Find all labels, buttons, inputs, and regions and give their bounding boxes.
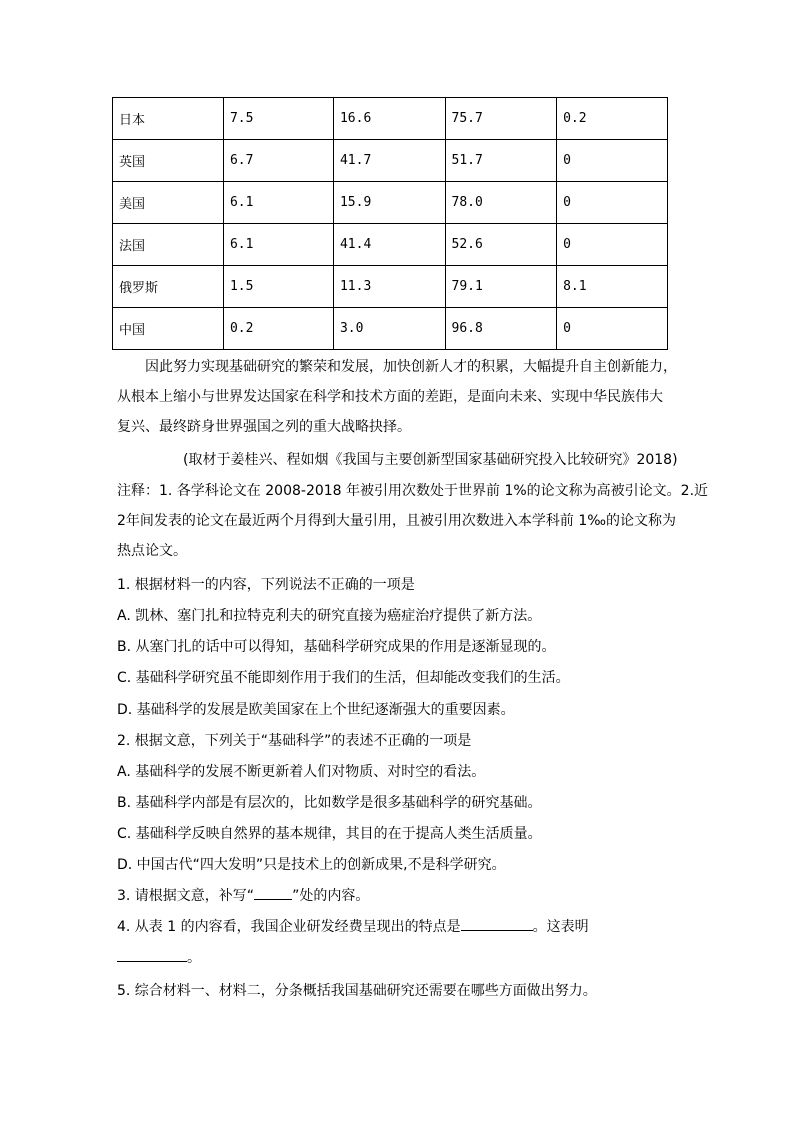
value-cell: 0.2 <box>557 98 668 140</box>
value-cell: 0.2 <box>223 308 333 350</box>
value-cell: 79.1 <box>445 266 557 308</box>
value-cell: 15.9 <box>333 182 445 224</box>
value-cell: 1.5 <box>223 266 333 308</box>
country-cell: 中国 <box>113 308 224 350</box>
question-3-text-end: ”处的内容。 <box>292 888 370 904</box>
option-2a: A. 基础科学的发展不断更新着人们对物质、对时空的看法。 <box>117 764 486 780</box>
note-line: 注释：1. 各学科论文在 2008-2018 年被引用次数处于世界前 1%的论文称为高被引论文。2.近 <box>117 483 709 499</box>
value-cell: 3.0 <box>333 308 445 350</box>
value-cell: 0 <box>557 140 668 182</box>
table-row <box>113 98 668 140</box>
value-cell: 8.1 <box>557 266 668 308</box>
value-cell: 0 <box>557 182 668 224</box>
country-cell: 美国 <box>113 182 224 224</box>
value-cell: 78.0 <box>445 182 557 224</box>
question-4-text-end: 。 <box>187 950 201 966</box>
paragraph-line: 复兴、最终跻身世界强国之列的重大战略抉择。 <box>117 419 411 435</box>
country-cell: 英国 <box>113 140 224 182</box>
country-cell: 法国 <box>113 224 224 266</box>
citation: (取材于姜桂兴、程如烟《我国与主要创新型国家基础研究投入比较研究》2018) <box>183 452 678 468</box>
value-cell: 6.1 <box>223 182 333 224</box>
table-row <box>113 224 668 266</box>
option-1b: B. 从塞门扎的话中可以得知，基础科学研究成果的作用是逐渐显现的。 <box>117 639 556 655</box>
value-cell: 7.5 <box>223 98 333 140</box>
question-5: 5. 综合材料一、材料二，分条概括我国基础研究还需要在哪些方面做出努力。 <box>117 983 597 999</box>
value-cell: 52.6 <box>445 224 557 266</box>
table-row <box>113 140 668 182</box>
option-1d: D. 基础科学的发展是欧美国家在上个世纪逐渐强大的重要因素。 <box>117 702 515 718</box>
question-4-cont <box>117 949 201 967</box>
option-2d: D. 中国古代“四大发明”只是技术上的创新成果,不是科学研究。 <box>117 857 506 873</box>
option-2c: C. 基础科学反映自然界的基本规律，其目的在于提高人类生活质量。 <box>117 826 542 842</box>
note-line: 热点论文。 <box>117 543 187 559</box>
question-4 <box>117 918 589 936</box>
question-2: 2. 根据文意，下列关于“基础科学”的表述不正确的一项是 <box>117 733 472 749</box>
option-1c: C. 基础科学研究虽不能即刻作用于我们的生活，但却能改变我们的生活。 <box>117 670 570 686</box>
question-4-text: 4. 从表 1 的内容看，我国企业研发经费呈现出的特点是 <box>117 919 461 935</box>
answer-blank <box>254 887 292 900</box>
option-2b: B. 基础科学内部是有层次的，比如数学是很多基础科学的研究基础。 <box>117 795 542 811</box>
value-cell: 41.4 <box>333 224 445 266</box>
answer-blank <box>117 949 187 962</box>
value-cell: 16.6 <box>333 98 445 140</box>
table-row <box>113 266 668 308</box>
value-cell: 6.1 <box>223 224 333 266</box>
question-4-text-mid: 。这表明 <box>532 919 589 935</box>
answer-blank <box>461 918 533 931</box>
question-3 <box>117 887 369 905</box>
paragraph-line: 因此努力实现基础研究的繁荣和发展，加快创新人才的积累，大幅提升自主创新能力， <box>145 359 677 375</box>
note-line: 2年间发表的论文在最近两个月得到大量引用，且被引用次数进入本学科前 1‰的论文称为 <box>117 513 677 529</box>
table-row <box>113 182 668 224</box>
value-cell: 11.3 <box>333 266 445 308</box>
country-cell: 俄罗斯 <box>113 266 224 308</box>
paragraph-line: 从根本上缩小与世界发达国家在科学和技术方面的差距，是面向未来、实现中华民族伟大 <box>117 389 663 405</box>
value-cell: 96.8 <box>445 308 557 350</box>
question-3-text: 3. 请根据文意，补写“ <box>117 888 255 904</box>
country-cell: 日本 <box>113 98 224 140</box>
option-1a: A. 凯林、塞门扎和拉特克利夫的研究直接为癌症治疗提供了新方法。 <box>117 608 542 624</box>
data-table <box>112 97 668 350</box>
question-1: 1. 根据材料一的内容，下列说法不正确的一项是 <box>117 577 415 593</box>
value-cell: 41.7 <box>333 140 445 182</box>
value-cell: 75.7 <box>445 98 557 140</box>
value-cell: 0 <box>557 308 668 350</box>
value-cell: 0 <box>557 224 668 266</box>
table-row <box>113 308 668 350</box>
value-cell: 6.7 <box>223 140 333 182</box>
value-cell: 51.7 <box>445 140 557 182</box>
